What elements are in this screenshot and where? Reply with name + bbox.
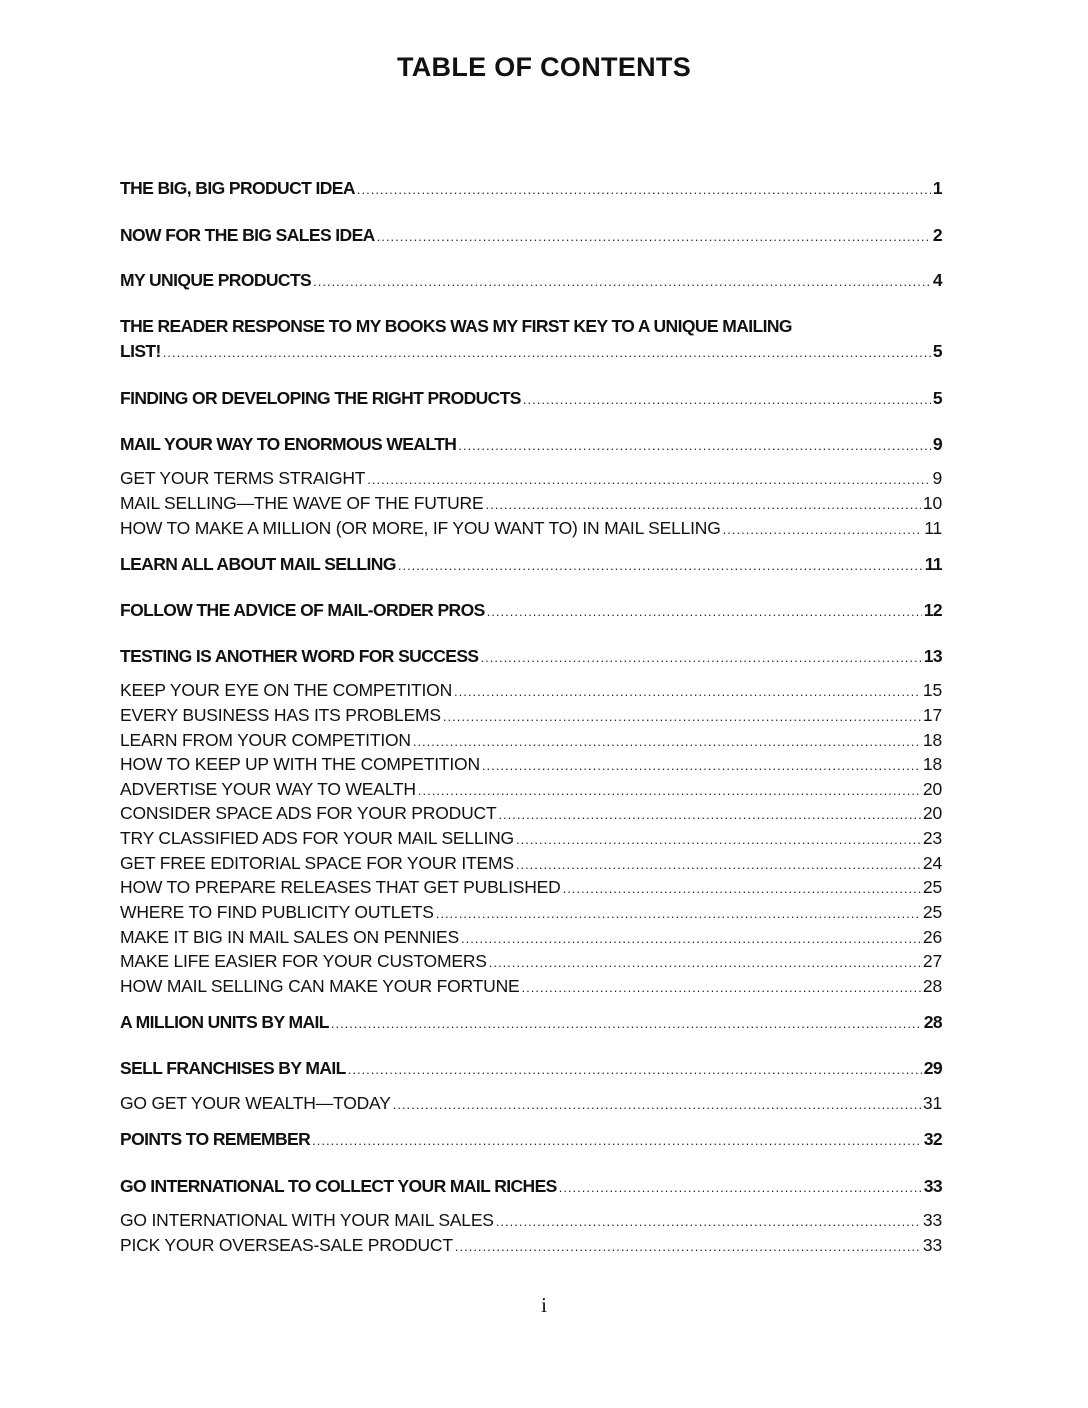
toc-entry-page: 33 — [923, 1176, 942, 1196]
toc-entry-title: GET YOUR TERMS STRAIGHT — [120, 468, 366, 488]
toc-entry-title: MY UNIQUE PRODUCTS — [120, 270, 312, 290]
toc-entry[interactable] — [120, 927, 942, 948]
toc-entry[interactable] — [120, 680, 942, 701]
dot-leader — [398, 558, 923, 573]
toc-entry-page: 5 — [932, 341, 942, 361]
toc-entry-title: THE BIG, BIG PRODUCT IDEA — [120, 178, 355, 198]
toc-entry-title: HOW TO MAKE A MILLION (OR MORE, IF YOU WANT TO) IN MAIL SELLING — [120, 518, 721, 538]
dot-leader — [331, 1016, 922, 1031]
toc-entry-title: GO INTERNATIONAL WITH YOUR MAIL SALES — [120, 1210, 494, 1230]
toc-entry-title: A MILLION UNITS BY MAIL — [120, 1012, 329, 1032]
toc-entry-title: HOW MAIL SELLING CAN MAKE YOUR FORTUNE — [120, 976, 520, 996]
toc-entry[interactable] — [120, 877, 942, 898]
toc-entry-page: 11 — [924, 554, 942, 574]
toc-entry-page: 33 — [922, 1235, 942, 1255]
page-number: i — [541, 1293, 547, 1317]
toc-entry-page: 32 — [923, 1129, 942, 1149]
toc-entry[interactable] — [120, 178, 942, 199]
toc-entry-page: 20 — [922, 779, 942, 799]
toc-entry-title: SELL FRANCHISES BY MAIL — [120, 1058, 346, 1078]
dot-leader — [516, 832, 921, 847]
toc-entry-page: 5 — [932, 388, 942, 408]
toc-entry-title: FOLLOW THE ADVICE OF MAIL-ORDER PROS — [120, 600, 485, 620]
toc-entry-title: PICK YOUR OVERSEAS-SALE PRODUCT — [120, 1235, 453, 1255]
toc-entry[interactable] — [120, 754, 942, 775]
toc-entry-page: 26 — [922, 927, 942, 947]
toc-entry-title: TESTING IS ANOTHER WORD FOR SUCCESS — [120, 646, 479, 666]
toc-entry[interactable] — [120, 600, 942, 621]
toc-entry-page: 23 — [922, 828, 942, 848]
toc-entry-title: WHERE TO FIND PUBLICITY OUTLETS — [120, 902, 434, 922]
toc-entry-title: TRY CLASSIFIED ADS FOR YOUR MAIL SELLING — [120, 828, 514, 848]
toc-entry-title: GET FREE EDITORIAL SPACE FOR YOUR ITEMS — [120, 853, 514, 873]
toc-entry[interactable] — [120, 1093, 942, 1114]
dot-leader — [413, 734, 921, 749]
dot-leader — [522, 980, 921, 995]
toc-entry-title: ADVERTISE YOUR WAY TO WEALTH — [120, 779, 416, 799]
toc-entry-page: 28 — [923, 1012, 942, 1032]
toc-entry[interactable] — [120, 341, 942, 362]
toc-entry[interactable] — [120, 1129, 942, 1150]
dot-leader — [489, 955, 921, 970]
toc-entry[interactable] — [120, 1012, 942, 1033]
toc-entry-title: GO GET YOUR WEALTH—TODAY — [120, 1093, 391, 1113]
toc-entry[interactable] — [120, 270, 942, 291]
toc-entry[interactable] — [120, 779, 942, 800]
toc-entry-title: MAKE IT BIG IN MAIL SALES ON PENNIES — [120, 927, 460, 947]
toc-entry[interactable] — [120, 1235, 942, 1256]
dot-leader — [312, 1133, 922, 1148]
toc-entry-title: GO INTERNATIONAL TO COLLECT YOUR MAIL RICHES — [120, 1176, 557, 1196]
toc-entry-page: 1 — [932, 178, 942, 198]
toc-entry[interactable] — [120, 902, 942, 923]
toc-entry[interactable] — [120, 705, 942, 726]
dot-leader — [485, 497, 920, 512]
toc-entry[interactable] — [120, 388, 942, 409]
dot-leader — [313, 274, 931, 289]
toc-entry-title: LEARN ALL ABOUT MAIL SELLING — [120, 554, 396, 574]
toc-entry-page: 17 — [922, 705, 942, 725]
dot-leader — [377, 229, 931, 244]
toc-entry-page: 24 — [922, 853, 942, 873]
toc-entry-page: 25 — [922, 902, 942, 922]
toc-entry-page: 27 — [922, 951, 942, 971]
toc-entry[interactable] — [120, 1210, 942, 1231]
toc-entry-title: CONSIDER SPACE ADS FOR YOUR PRODUCT — [120, 803, 497, 823]
dot-leader — [393, 1097, 921, 1112]
toc-entry[interactable] — [120, 853, 942, 874]
toc-entry-page: 12 — [923, 600, 942, 620]
toc-entry-title-line1[interactable]: THE READER RESPONSE TO MY BOOKS WAS MY FIRST KEY TO A UNIQUE MAILING — [120, 316, 792, 336]
toc-entry[interactable] — [120, 730, 942, 751]
toc-entry-page: 20 — [922, 803, 942, 823]
toc-entry-page: 18 — [922, 730, 942, 750]
toc-entry-page: 9 — [932, 468, 942, 488]
toc-entry[interactable] — [120, 828, 942, 849]
toc-entry-page: 25 — [922, 877, 942, 897]
dot-leader — [163, 345, 931, 360]
toc-entry-title: MAIL YOUR WAY TO ENORMOUS WEALTH — [120, 434, 457, 454]
dot-leader — [443, 709, 921, 724]
toc-entry[interactable] — [120, 493, 942, 514]
dot-leader — [348, 1062, 922, 1077]
dot-leader — [418, 783, 921, 798]
toc-entry-title: NOW FOR THE BIG SALES IDEA — [120, 225, 375, 245]
dot-leader — [523, 392, 931, 407]
dot-leader — [436, 906, 921, 921]
toc-entry[interactable] — [120, 803, 942, 824]
dot-leader — [357, 182, 931, 197]
toc-entry[interactable] — [120, 468, 942, 489]
toc-entry-title: FINDING OR DEVELOPING THE RIGHT PRODUCTS — [120, 388, 521, 408]
toc-entry[interactable] — [120, 518, 942, 539]
toc-entry-title: MAKE LIFE EASIER FOR YOUR CUSTOMERS — [120, 951, 487, 971]
page-title: TABLE OF CONTENTS — [396, 52, 692, 82]
dot-leader — [482, 758, 921, 773]
dot-leader — [454, 684, 921, 699]
toc-entry[interactable] — [120, 225, 942, 246]
toc-entry[interactable] — [120, 951, 942, 972]
dot-leader — [481, 650, 922, 665]
toc-entry-page: 31 — [922, 1093, 942, 1113]
toc-entry-page: 11 — [924, 518, 942, 538]
dot-leader — [516, 857, 921, 872]
dot-leader — [461, 931, 921, 946]
dot-leader — [563, 881, 921, 896]
toc-entry[interactable] — [120, 1176, 942, 1197]
toc-entry-page: 10 — [922, 493, 942, 513]
toc-entry-page: 15 — [922, 680, 942, 700]
toc-entry[interactable] — [120, 434, 942, 455]
toc-entry-page: 29 — [923, 1058, 942, 1078]
toc-entry-page: 13 — [923, 646, 942, 666]
dot-leader — [496, 1214, 921, 1229]
toc-entry[interactable] — [120, 1058, 942, 1079]
dot-leader — [367, 472, 930, 487]
toc-entry[interactable] — [120, 976, 942, 997]
dot-leader — [559, 1180, 922, 1195]
dot-leader — [458, 438, 931, 453]
toc-entry-title: LEARN FROM YOUR COMPETITION — [120, 730, 411, 750]
toc-entry-page: 33 — [922, 1210, 942, 1230]
toc-entry[interactable] — [120, 554, 942, 575]
dot-leader — [487, 604, 922, 619]
dot-leader — [455, 1239, 921, 1254]
toc-entry-page: 4 — [932, 270, 942, 290]
toc-entry-page: 2 — [932, 225, 942, 245]
toc-entry-title: KEEP YOUR EYE ON THE COMPETITION — [120, 680, 453, 700]
toc-entry-title: MAIL SELLING—THE WAVE OF THE FUTURE — [120, 493, 484, 513]
toc-entry-page: 9 — [932, 434, 942, 454]
toc-entry-page: 28 — [922, 976, 942, 996]
dot-leader — [498, 807, 920, 822]
toc-entry-title: HOW TO PREPARE RELEASES THAT GET PUBLISHED — [120, 877, 561, 897]
toc-entry[interactable] — [120, 646, 942, 667]
dot-leader — [723, 522, 923, 537]
toc-entry-title: EVERY BUSINESS HAS ITS PROBLEMS — [120, 705, 441, 725]
toc-entry-page: 18 — [922, 754, 942, 774]
toc-entry-title: HOW TO KEEP UP WITH THE COMPETITION — [120, 754, 480, 774]
toc-entry-title: LIST! — [120, 341, 161, 361]
toc-entry-title: POINTS TO REMEMBER — [120, 1129, 311, 1149]
